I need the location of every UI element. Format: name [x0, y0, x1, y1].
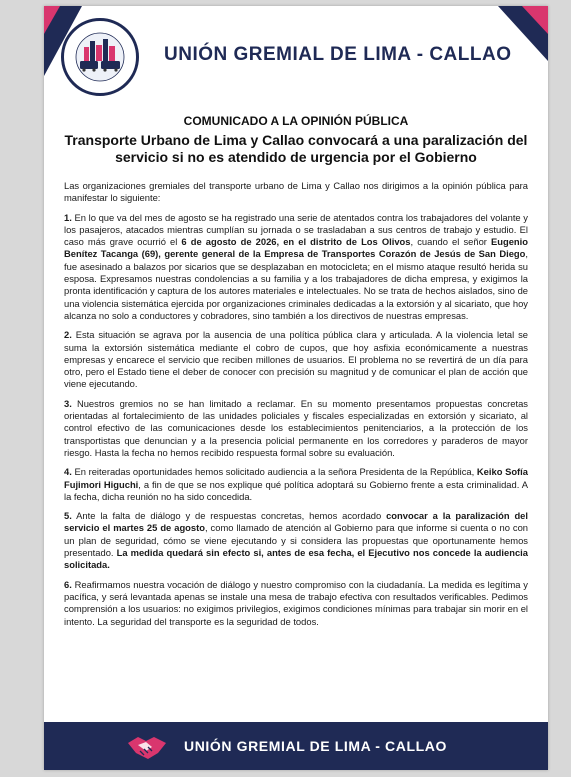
paragraph-6: 6. Reafirmamos nuestra vocación de diálogo y nuestro compromiso con la ciudadanía. La medida es legítima y pacífica, y será levantada apenas se instale una mesa de trabajo efectiva con resultados verificables. Pedimos comprensión a los usuarios: no exigimos privilegios, exigimos condiciones mínimas para trabajar sin morir en el intento. La seguridad del transporte es la seguridad de todos.: [64, 578, 528, 627]
union-logo-icon: [61, 18, 139, 96]
paragraph-number: 4.: [64, 466, 72, 478]
communique-headline: Transporte Urbano de Lima y Callao convocará a una paralización del servicio si no es atendido de urgencia por el Gobierno: [64, 132, 528, 165]
paragraph-1: 1. En lo que va del mes de agosto se ha registrado una serie de atentados contra los trabajadores del volante y los pasajeros, atacados mientras cumplían su jornada o se trasladaban a sus centros de trabajo y estudio. El caso más grave ocurrió el 6 de agosto de 2026, en el distrito de Los Olivos, cuando el señor Eugenio Benítez Tacanga (69), gerente general de la Empresa de Transportes Corazón de Jesús de San Diego, fue asesinado a balazos por sicarios que se desplazaban en motocicleta; en el mismo ataque resultó herida su esposa. Expresamos nuestras condolencias a su familia y a los trabajadores de dicha empresa, y exigimos la pronta identificación y captura de los autores materiales e intelectuales. No se trata de hechos aislados, sino de una violencia sistemática ejercida por organizaciones criminales dedicadas a la extorsión y al sicariato, que hoy alcanza no solo a conductores y cobradores, sino también a los directivos de nuestras empresas.: [64, 211, 528, 321]
paragraph-number: 6.: [64, 578, 72, 590]
communique-kicker: COMUNICADO A LA OPINIÓN PÚBLICA: [183, 114, 409, 128]
intro-paragraph: Las organizaciones gremiales del transporte urbano de Lima y Callao nos dirigimos a la opinión pública para manifestar lo siguiente:: [64, 180, 528, 204]
paragraph-5: 5. Ante la falta de diálogo y de respuestas concretas, hemos acordado convocar a la paralización del servicio el martes 25 de agosto, como llamado de atención al Gobierno para que informe si cuenta o no con un plan de seguridad, cómo se viene ejecutando y si considera las propuestas que oportunamente hemos presentado. La medida quedará sin efecto si, antes de esa fecha, el Ejecutivo nos concede la audiencia solicitada.: [64, 510, 528, 571]
paragraph-number: 1.: [64, 211, 72, 223]
organization-title: UNIÓN GREMIAL DE LIMA - CALLAO: [164, 44, 512, 65]
paragraph-4: 4. En reiteradas oportunidades hemos solicitado audiencia a la señora Presidenta de la República, Keiko Sofía Fujimori Higuchi, a fin de que se nos explique qué política adoptará su Gobierno frente a esta criminalidad. A la fecha, dicha reunión no ha sido concedida.: [64, 466, 528, 502]
handshake-icon: [126, 729, 168, 763]
paragraph-3: 3. Nuestros gremios no se han limitado a reclamar. En su momento presentamos propuestas concretas orientadas al fortalecimiento de las unidades policiales y fiscales especializadas en extorsión y sicariato, al control efectivo de las comunicaciones desde los establecimientos penitenciarios, a la protección de los transportistas que denuncian y a la presencia policial permanente en los corredores y paraderos de mayor riesgo. Hasta la fecha no hemos recibido respuesta formal sobre su evaluación.: [64, 397, 528, 458]
communique-page: [44, 6, 548, 770]
footer-banner: [44, 722, 548, 770]
paragraph-number: 5.: [64, 510, 72, 522]
paragraph-number: 3.: [64, 397, 72, 409]
paragraph-number: 2.: [64, 329, 72, 341]
footer-organization-title: UNIÓN GREMIAL DE LIMA - CALLAO: [184, 738, 447, 754]
paragraph-2: 2. Esta situación se agrava por la ausencia de una política pública clara y articulada. A la violencia letal se suma la extorsión sistemática mediante el cobro de cupos, que hoy asfixia económicamente a nuestras empresas y encarece el servicio que reciben millones de usuarios. El problema no se revertirá de un día para otro, pero el Estado tiene el deber de conocer con precisión su magnitud y de comunicar el plan de acción que viene ejecutando.: [64, 329, 528, 390]
communique-body: [64, 180, 528, 635]
